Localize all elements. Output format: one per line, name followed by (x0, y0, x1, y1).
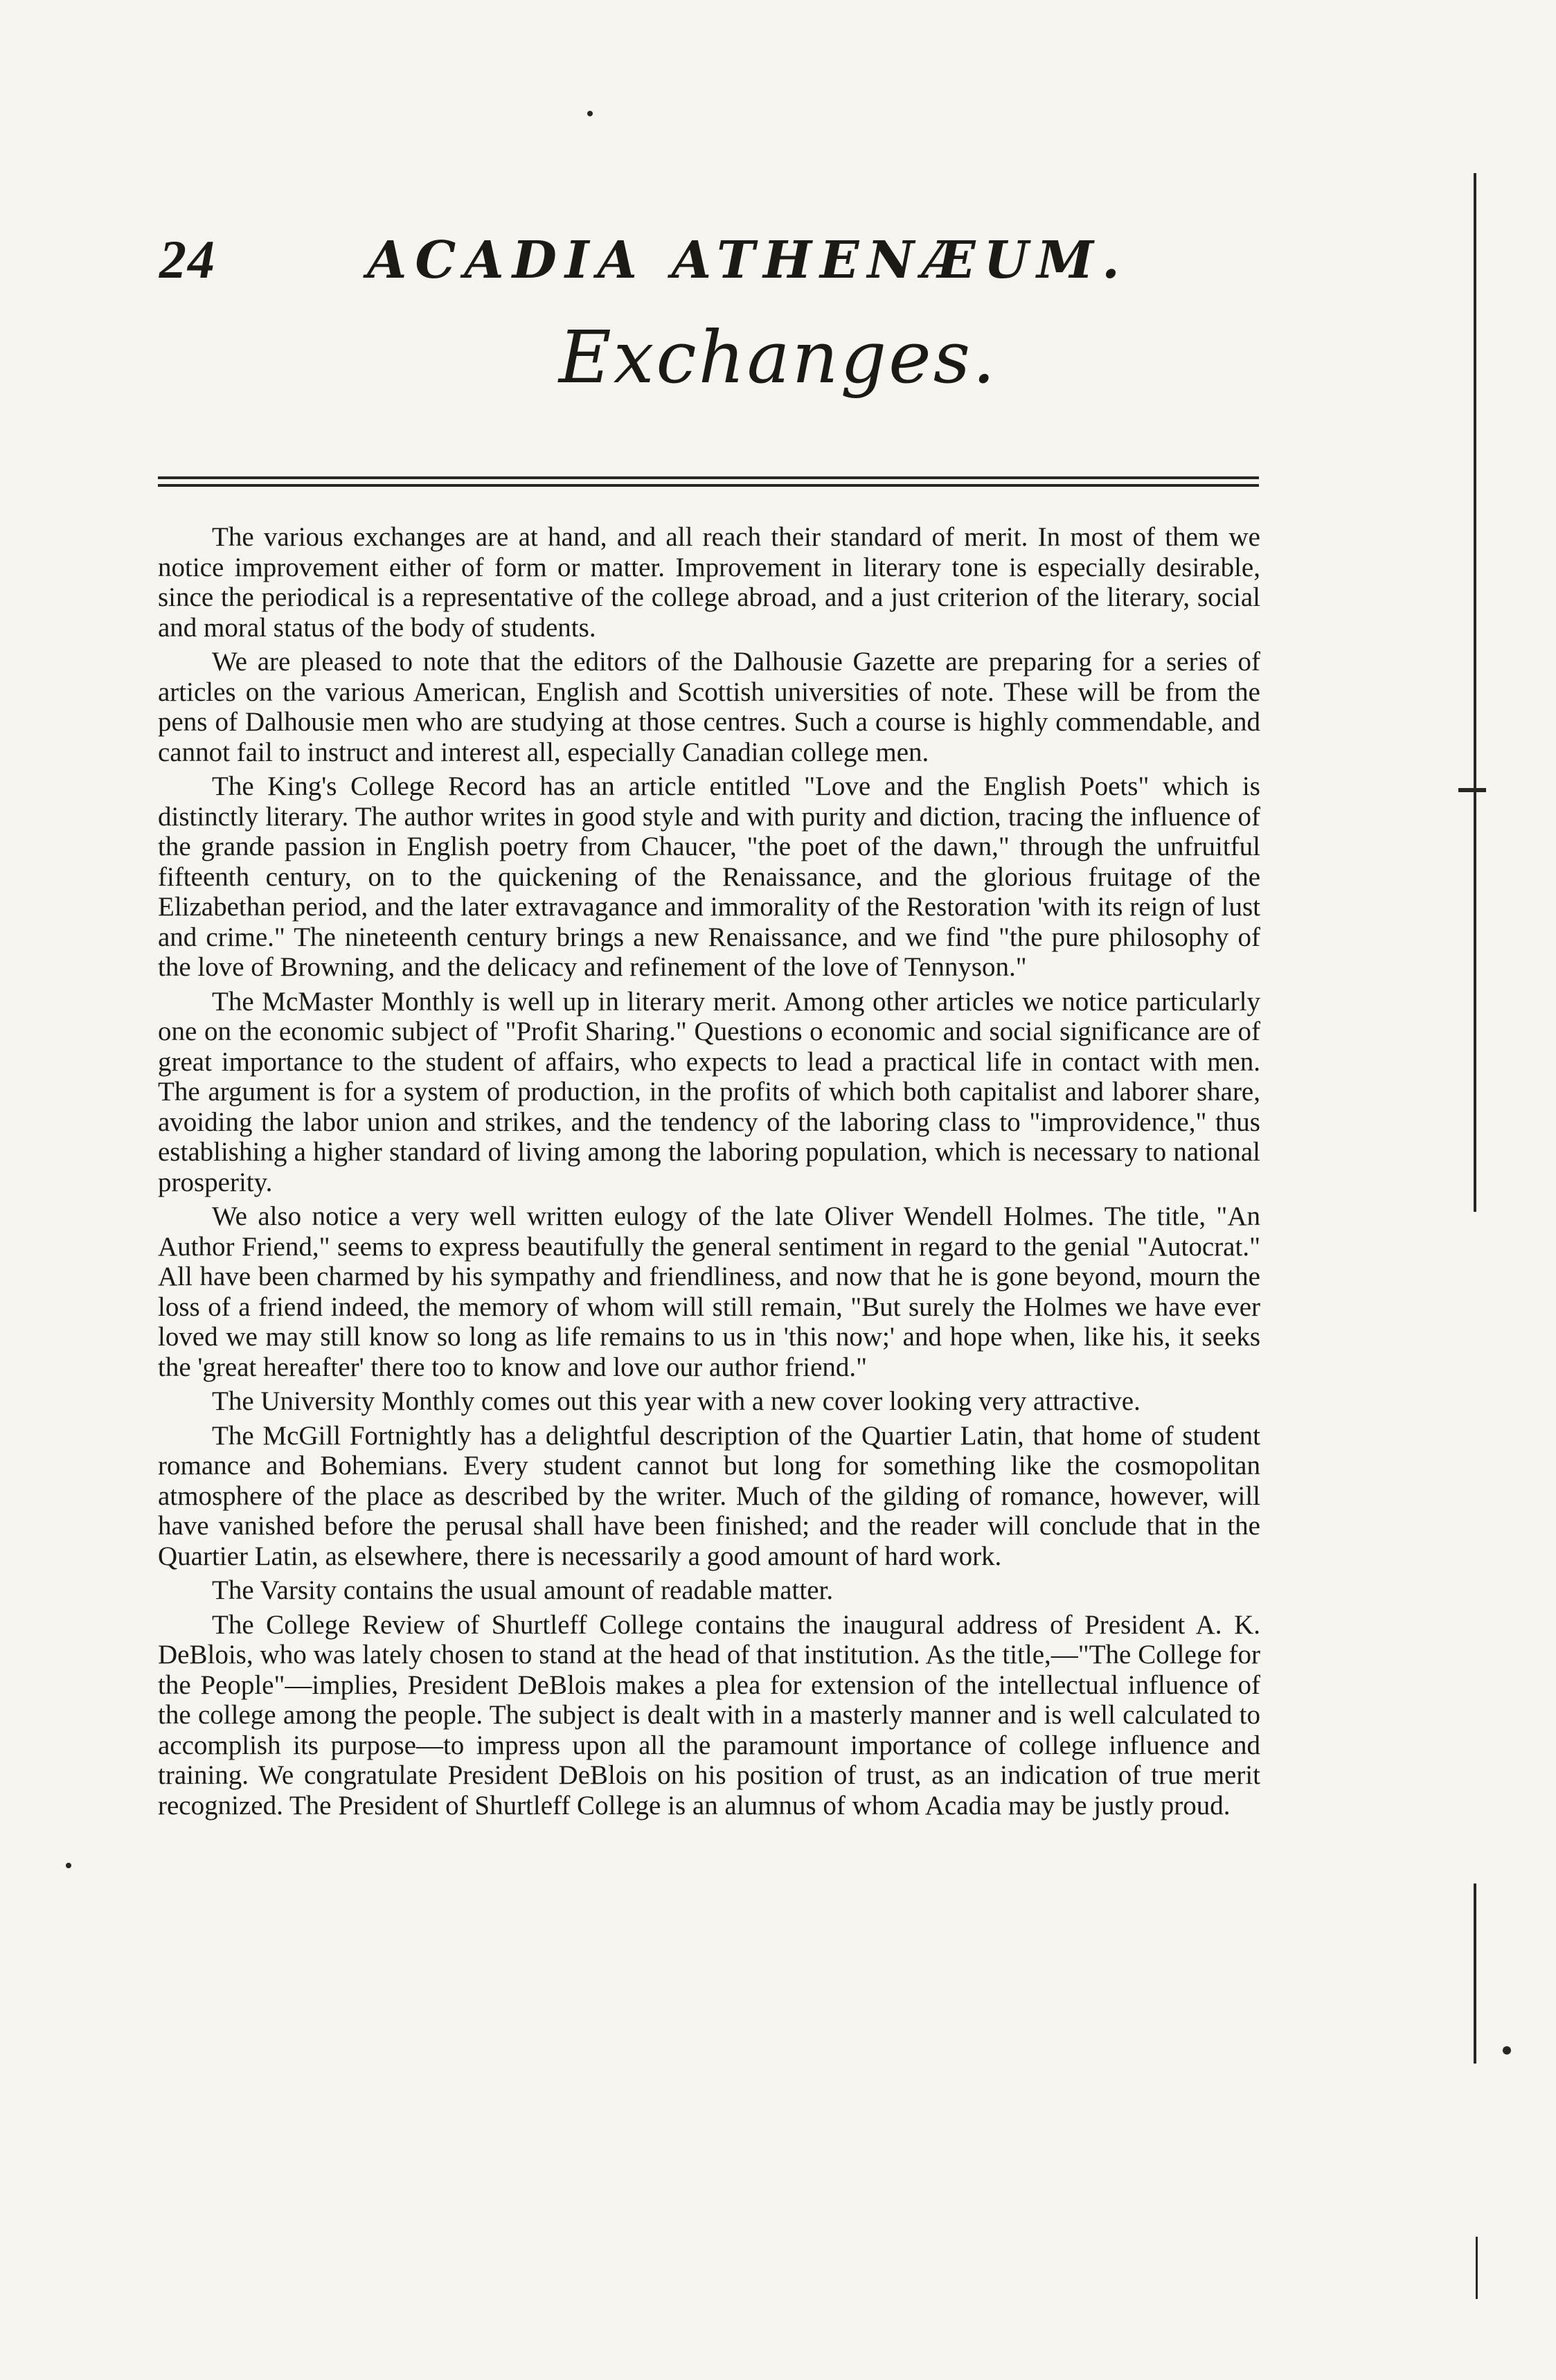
double-rule-divider (158, 476, 1259, 492)
section-title: Exchanges. (558, 315, 998, 400)
page-number: 24 (159, 229, 216, 289)
paragraph-holmes-eulogy: We also notice a very well written eulogy of the late Oliver Wendell Holmes. The title, "An Author Friend," seems to express beautifully the general sentiment in regard to the genial "Autocrat." All have been charmed by his sympathy and friendliness, and now that he is gone beyond, mourn the loss of a friend indeed, the memory of whom will still remain, "But surely the Holmes we have ever loved we may still know so long as life remains to us in 'this now;' and hope when, like his, it seeks the 'great hereafter' there too to know and love our author friend." (158, 1201, 1260, 1382)
paragraph-varsity: The Varsity contains the usual amount of readable matter. (212, 1575, 834, 1605)
scan-speck (1476, 2237, 1478, 2299)
scan-speck (587, 111, 593, 116)
paragraph-intro: The various exchanges are at hand, and all reach their standard of merit. In most of them we notice improvement either of form or matter. Improvement in literary tone is especially desirable, since the periodical is a representative of the college abroad, and a just criterion of the literary, social and moral status of the body of students. (158, 522, 1260, 643)
paragraph-mcmaster-monthly: The McMaster Monthly is well up in literary merit. Among other articles we notice particularly one on the economic subject of "Profit Sharing." Questions o economic and social significance are of great importance to the student of affairs, who expects to lead a practical life in contact with men. The argument is for a system of production, in the profits of which both capitalist and laborer share, avoiding the labor union and strikes, and the tendency of the laboring class to "improvidence," thus establishing a higher standard of living among the laboring population, which is necessary to national prosperity. (158, 986, 1260, 1197)
paragraph-shurtleff-college-review: The College Review of Shurtleff College contains the inaugural address of President A. K. DeBlois, who was lately chosen to stand at the head of that institution. As the title,—"The College for the People"—implies, President DeBlois makes a plea for extension of the intellectual influence of the college among the people. The subject is dealt with in a masterly manner and is well calculated to accomplish its purpose—to impress upon all the paramount importance of college influence and training. We congratulate President DeBlois on his position of trust, as an indication of true merit recognized. The President of Shurtleff College is an alumnus of whom Acadia may be justly proud. (158, 1609, 1260, 1820)
paragraph-dalhousie-gazette: We are pleased to note that the editors of the Dalhousie Gazette are preparing for a series of articles on the various American, English and Scottish universities of note. These will be from the pens of Dalhousie men who are studying at those centres. Such a course is highly commendable, and cannot fail to instruct and interest all, especially Canadian college men. (158, 647, 1260, 767)
scan-edge-line-upper (1474, 173, 1476, 1212)
running-head (159, 229, 1323, 291)
scan-speck (66, 1863, 71, 1868)
scan-edge-line-lower (1474, 1884, 1476, 2064)
paragraph-university-monthly: The University Monthly comes out this year with a new cover looking very attractive. (212, 1386, 1141, 1416)
paragraph-mcgill-fortnightly: The McGill Fortnightly has a delightful description of the Quartier Latin, that home of student romance and Bohemians. Every student cannot but long for something like the cosmopolitan atmosphere of the place as described by the writer. Much of the gilding of romance, however, will have vanished before the perusal shall have been finished; and the reader will conclude that in the Quartier Latin, as elsewhere, there is necessarily a good amount of hard work. (158, 1420, 1260, 1571)
journal-title: ACADIA ATHENÆUM. (367, 231, 1128, 290)
paragraph-kings-college-record: The King's College Record has an article entitled "Love and the English Poets" which is distinctly literary. The author writes in good style and with purity and diction, tracing the influence of the grande passion in English poetry from Chaucer, "the poet of the dawn," through the unfruitful fifteenth century, on to the quickening of the Renaissance, and the glorious fruitage of the Elizabethan period, and the later extravagance and immorality of the Restoration 'with its reign of lust and crime." The nineteenth century brings a new Renaissance, and we find "the pure philosophy of the love of Browning, and the delicacy and refinement of the love of Tennyson." (158, 771, 1260, 982)
article-body (158, 518, 1260, 1825)
scan-speck (1503, 2046, 1511, 2055)
scan-speck (1458, 788, 1486, 792)
